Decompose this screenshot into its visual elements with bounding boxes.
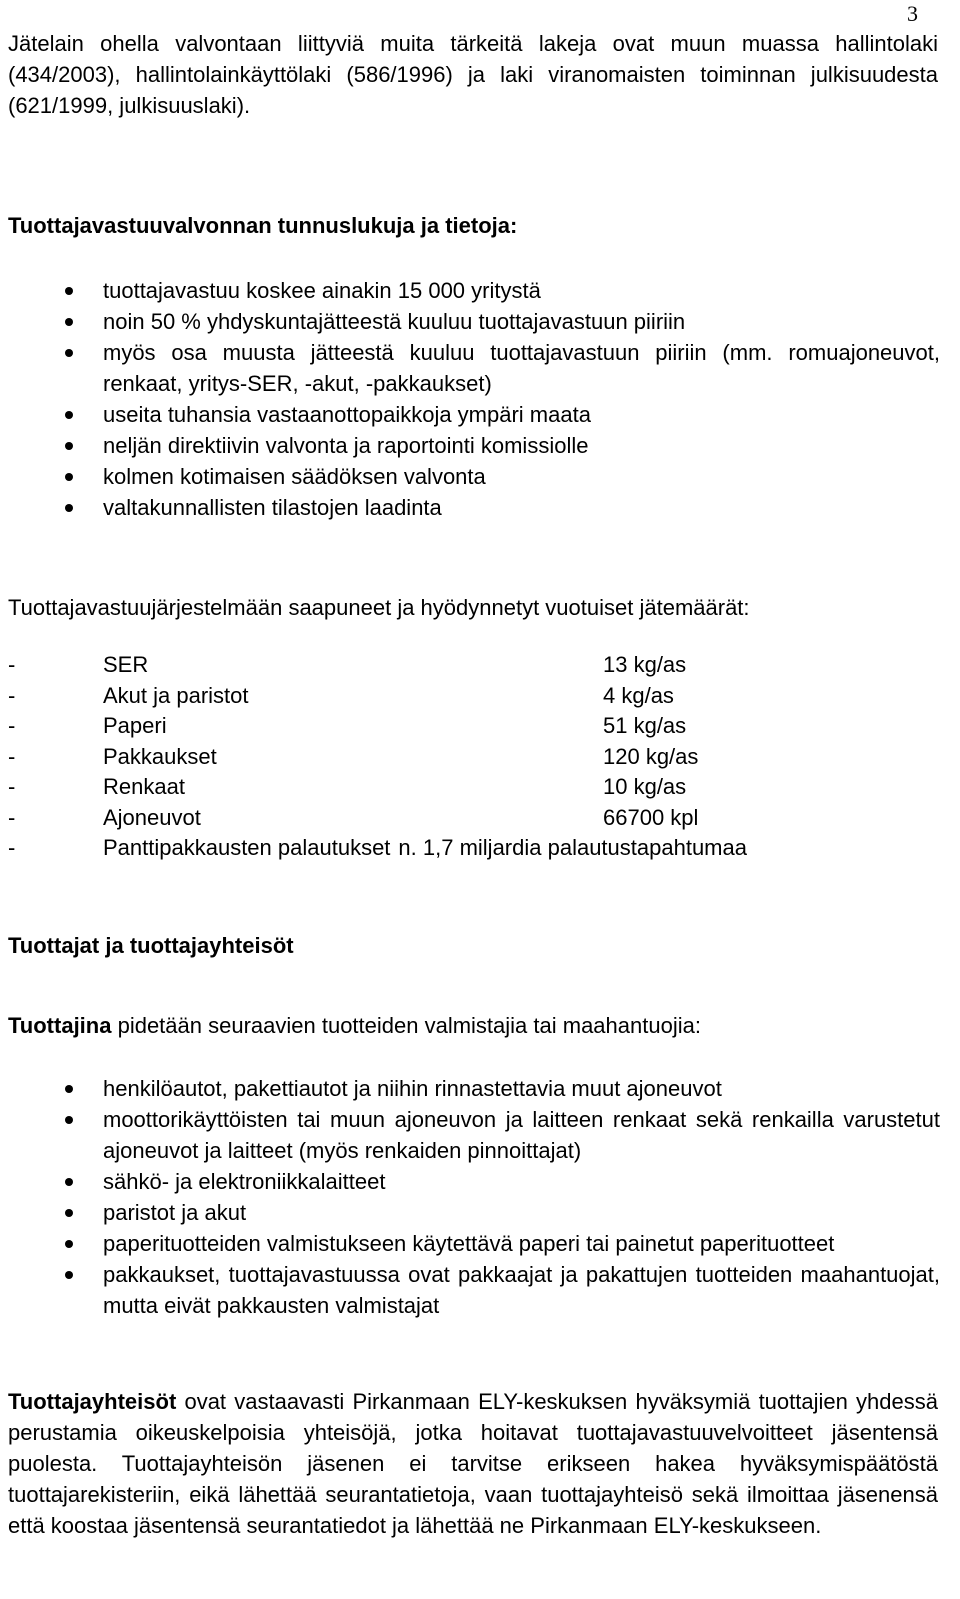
amount-dash: - [8, 774, 16, 799]
stats-list-item: tuottajavastuu koskee ainakin 15 000 yritystä [8, 275, 940, 306]
amount-row [8, 803, 940, 834]
amount-dash: - [8, 743, 16, 769]
amount-item: Paperi [103, 713, 167, 738]
amount-item: SER [103, 652, 149, 677]
producers-lead [8, 1010, 701, 1041]
amount-item: Renkaat [103, 774, 185, 799]
organisations-bold: Tuottajayhteisöt [8, 1389, 177, 1414]
amount-value: 66700 kpl [603, 804, 699, 830]
amount-dash: - [8, 652, 16, 677]
amount-value: 120 kg/as [603, 743, 699, 769]
stats-heading: Tuottajavastuuvalvonnan tunnuslukuja ja tietoja: [8, 213, 518, 238]
producer-list-item: moottorikäyttöisten tai muun ajoneuvon ja laitteen renkaat sekä renkailla varustetut ajoneuvot ja laitteet (myös renkaiden pinnoittajat) [8, 1104, 940, 1166]
organisations-rest: ovat vastaavasti Pirkanmaan ELY-keskuksen hyväksymiä tuottajien yhdessä perustamia oikeuskelpoisia yhteisöjä, jotka hoitavat tuottajavastuuvelvoitteet jäsentensä puolesta. Tuottajayhteisön jäsenen ei tarvitse erikseen hakea hyväksymispäätöstä tuottajarekisteriin, eikä lähettää seurantatietoja, vaan tuottajayhteisö sekä ilmoittaa jäsenensä että koostaa jäsentensä seurantatiedot ja lähettää ne Pirkanmaan ELY-keskukseen. [8, 1389, 938, 1538]
amount-item: Akut ja paristot [103, 682, 249, 708]
producer-list-item: pakkaukset, tuottajavastuussa ovat pakkaajat ja pakattujen tuotteiden maahantuojat, mutta eivät pakkausten valmistajat [8, 1259, 940, 1321]
producers-lead-bold: Tuottajina [8, 1013, 112, 1038]
amounts-heading: Tuottajavastuujärjestelmään saapuneet ja hyödynnetyt vuotuiset jätemäärät: [8, 595, 750, 620]
amount-row [8, 650, 940, 681]
amount-row [8, 833, 940, 864]
intro-paragraph: Jätelain ohella valvontaan liittyviä muita tärkeitä lakeja ovat muun muassa hallintolaki (434/2003), hallintolainkäyttölaki (586/1996) ja laki viranomaisten toiminnan julkisuudesta (621/1999, julkisuuslaki). [8, 31, 938, 118]
amount-item: Ajoneuvot [103, 804, 201, 830]
producer-list-item: paperituotteiden valmistukseen käytettävä paperi tai painetut paperituotteet [8, 1228, 940, 1259]
amount-value: 4 kg/as [603, 682, 674, 708]
producer-list-item: sähkö- ja elektroniikkalaitteet [8, 1166, 940, 1197]
organisations-paragraph [8, 1386, 938, 1541]
amount-row [8, 772, 940, 803]
amount-dash: - [8, 835, 16, 860]
amount-dash: - [8, 804, 16, 830]
producer-list [8, 1073, 940, 1321]
amount-dash: - [8, 713, 16, 738]
stats-list-item: valtakunnallisten tilastojen laadinta [8, 492, 940, 523]
amount-item: Pakkaukset [103, 743, 217, 769]
producers-lead-rest: pidetään seuraavien tuotteiden valmistajia tai maahantuojia: [111, 1013, 701, 1038]
amount-value: 13 kg/as [603, 652, 687, 677]
stats-list [8, 275, 940, 523]
amount-row [8, 742, 940, 773]
stats-list-item: kolmen kotimaisen säädöksen valvonta [8, 461, 940, 492]
stats-list-item: neljän direktiivin valvonta ja raportointi komissiolle [8, 430, 940, 461]
producer-list-item: henkilöautot, pakettiautot ja niihin rinnastettavia muut ajoneuvot [8, 1073, 940, 1104]
page-number: 3 [907, 1, 918, 26]
amount-row [8, 711, 940, 742]
amount-row [8, 681, 940, 712]
producer-list-item: paristot ja akut [8, 1197, 940, 1228]
amounts-list [8, 650, 940, 864]
stats-list-item: noin 50 % yhdyskuntajätteestä kuuluu tuottajavastuun piiriin [8, 306, 940, 337]
amount-value: 10 kg/as [603, 774, 687, 799]
amount-value: 51 kg/as [603, 713, 687, 738]
stats-list-item: myös osa muusta jätteestä kuuluu tuottajavastuun piiriin (mm. romuajoneuvot, renkaat, yritys-SER, -akut, -pakkaukset) [8, 337, 940, 399]
amount-dash: - [8, 682, 16, 708]
amount-item: Panttipakkausten palautukset [103, 835, 391, 860]
stats-list-item: useita tuhansia vastaanottopaikkoja ympäri maata [8, 399, 940, 430]
section-heading: Tuottajat ja tuottajayhteisöt [8, 933, 294, 958]
amount-value: n. 1,7 miljardia palautustapahtumaa [398, 835, 747, 860]
